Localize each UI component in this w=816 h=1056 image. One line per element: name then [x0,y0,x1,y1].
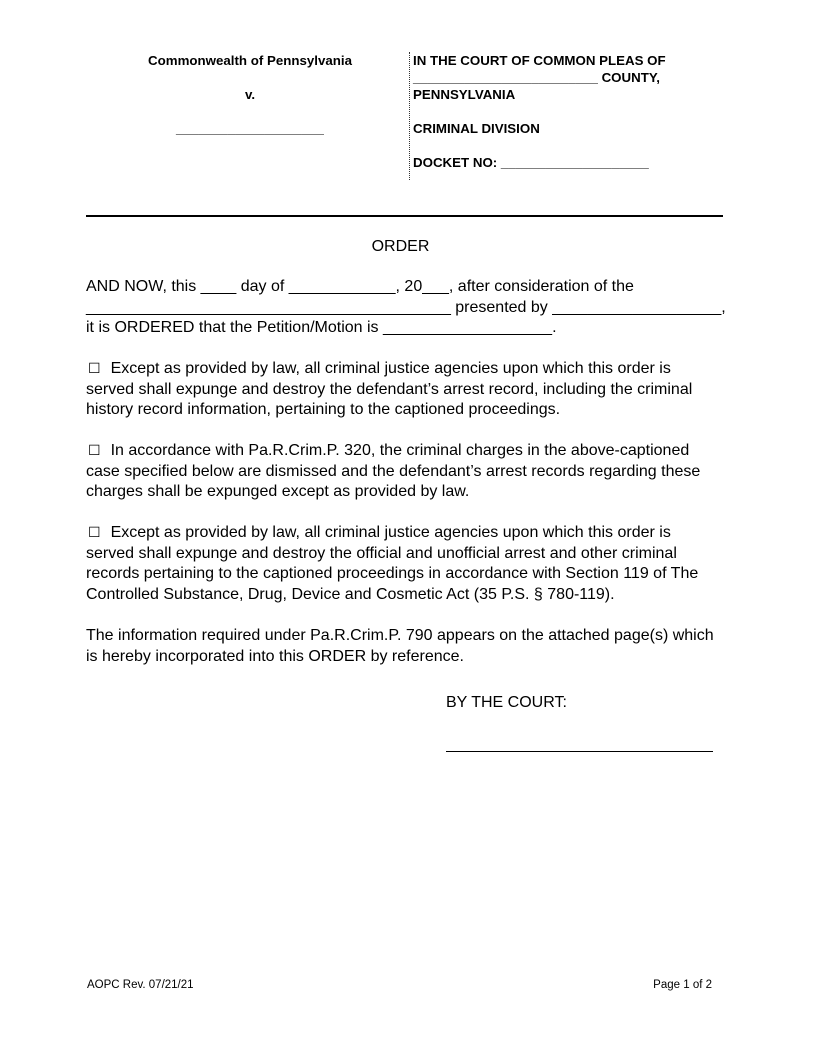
option-expunge-arrest-record [86,359,726,421]
option-text-line: Except as provided by law, all criminal justice agencies upon which this order is [110,524,671,541]
option-text-line: Controlled Substance, Drug, Device and Cosmetic Act (35 P.S. § 780-119). [86,585,615,603]
caption-court-name: IN THE COURT OF COMMON PLEAS OF [413,53,666,68]
checkbox-expunge-arrest-record[interactable]: ☐ [88,361,101,377]
order-info [86,626,726,667]
order-info-line: is hereby incorporated into this ORDER by reference. [86,647,464,665]
option-text-line: history record information, pertaining to the captioned proceedings. [86,401,561,418]
signature-line[interactable] [446,751,713,752]
caption-defendant-blank: ____________________ [176,121,324,136]
caption-docket: DOCKET NO: ____________________ [413,155,649,170]
option-dismiss-charges [86,441,726,503]
order-intro-line: _________________________________________ presented by ___________________, [86,298,726,316]
caption-divider [409,52,410,180]
option-text-line: served shall expunge and destroy the official and unofficial arrest and other criminal [86,544,677,562]
caption-rule [86,215,723,217]
order-intro [86,277,726,339]
checkbox-section-119[interactable]: ☐ [88,525,101,541]
order-info-line: The information required under Pa.R.Crim.P. 790 appears on the attached page(s) which [86,627,714,644]
option-text-line: charges shall be expunged except as provided by law. [86,483,470,500]
caption-state: PENNSYLVANIA [413,87,516,102]
order-intro-line: AND NOW, this ____ day of ____________, 20___, after consideration of the [86,278,634,295]
order-intro-line: it is ORDERED that the Petition/Motion is ___________________. [86,319,557,336]
caption-county-line: _________________________ COUNTY, [413,70,660,85]
option-text-line: records pertaining to the captioned proceedings in accordance with Section 119 of The [86,565,699,582]
caption-versus: v. [244,87,256,102]
option-text-line: Except as provided by law, all criminal justice agencies upon which this order is [110,360,671,377]
option-text-line: served shall expunge and destroy the defendant’s arrest record, including the criminal [86,380,693,398]
option-section-119 [86,523,726,605]
order-title: ORDER [371,238,430,255]
option-text-line: In accordance with Pa.R.Crim.P. 320, the criminal charges in the above-captioned [110,442,690,459]
footer-page-number: Page 1 of 2 [653,979,712,991]
caption-plaintiff: Commonwealth of Pennsylvania [148,53,352,68]
option-text-line: case specified below are dismissed and the defendant’s arrest records regarding these [86,462,701,480]
caption-division: CRIMINAL DIVISION [413,121,540,136]
checkbox-dismiss-charges[interactable]: ☐ [88,443,101,459]
by-the-court-label: BY THE COURT: [446,694,567,711]
footer-revision: AOPC Rev. 07/21/21 [87,979,194,991]
